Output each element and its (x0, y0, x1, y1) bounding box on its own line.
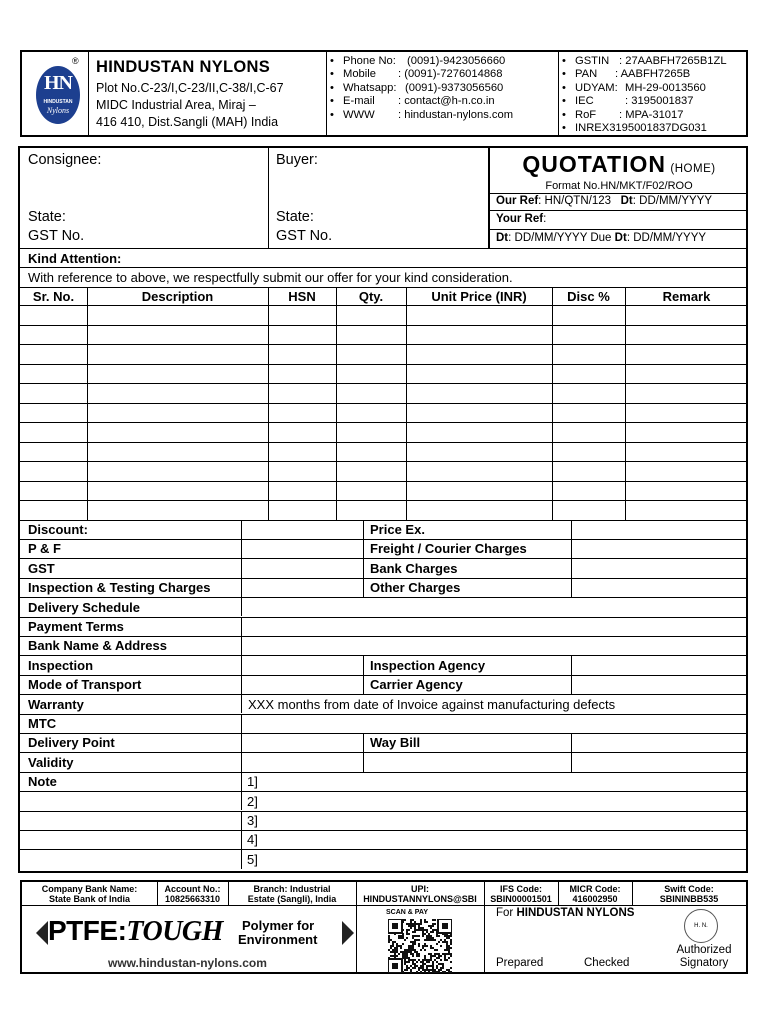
term-label-discount: Discount: (28, 522, 88, 537)
registered-mark: ® (72, 56, 79, 66)
note-line-5: 5] (247, 851, 258, 867)
authorized-signatory: Authorized Signatory (676, 944, 732, 969)
due-dates: Dt: DD/MM/YYYY Due Dt: DD/MM/YYYY (496, 232, 707, 244)
term-label-p-f: P & F (28, 541, 61, 557)
table-row (20, 520, 748, 521)
website-link[interactable]: www.hindustan-nylons.com (108, 956, 267, 970)
term-label-inspection-agency: Inspection Agency (370, 657, 486, 673)
for-company: For HINDUSTAN NYLONS (496, 907, 635, 919)
term-label-other-charges: Other Charges (370, 580, 461, 596)
note-line-3: 3] (247, 813, 258, 828)
logo-sub: HINDUSTAN (43, 99, 73, 105)
consignee-state-label: State: (28, 209, 66, 225)
company-address-3: 416 410, Dist.Sangli (MAH) India (96, 115, 279, 129)
our-ref: Our Ref: HN/QTN/123 Dt: DD/MM/YYYY (496, 195, 712, 207)
contact-website: • WWW : hindustan-nylons.com (328, 109, 513, 122)
buyer-state-label: State: (276, 209, 314, 225)
reg-inrex: • INREX3195001837DG031 (560, 122, 727, 135)
bank-field-ifs-code: IFS Code: SBIN00001501 (490, 884, 552, 904)
bank-field-branch-industrial: Branch: Industrial Estate (Sangli), India (247, 884, 337, 904)
term-label-freight: Freight / Courier Charges (370, 541, 527, 557)
column-header-disc: Disc % (567, 289, 610, 304)
company-logo (36, 66, 80, 124)
table-row (20, 481, 748, 482)
consignee-gst-label: GST No. (28, 228, 85, 244)
format-number: Format No.HN/MKT/F02/ROO (545, 180, 693, 192)
term-label-mode-of-transport: Mode of Transport (28, 677, 142, 693)
reg-gstin: • GSTIN : 27AABFH7265B1ZL (560, 55, 727, 68)
buyer-label: Buyer: (276, 152, 318, 168)
quotation-subtitle: (HOME) (670, 163, 716, 175)
term-label-validity: Validity (28, 754, 74, 770)
bank-field-upi: UPI: HINDUSTANNYLONS@SBI (363, 884, 477, 904)
quotation-form (18, 146, 748, 873)
footer-block (20, 880, 748, 974)
term-label-way-bill: Way Bill (370, 735, 421, 751)
warranty-text: XXX months from date of Invoice against manufacturing defects (248, 696, 616, 712)
polymer-environment-text: Polymer for Environment (238, 918, 318, 947)
term-label-bank-charges: Bank Charges (370, 560, 458, 576)
column-header-description: Description (141, 289, 214, 304)
reg-pan: • PAN : AABFH7265B (560, 68, 727, 81)
table-row (20, 344, 748, 345)
intro-text: With reference to above, we respectfully submit our offer for your kind consideration. (28, 270, 513, 285)
contact-phone: • Phone No: (0091)-9423056660 (328, 55, 513, 68)
contact-whatsapp: • Whatsapp: (0091)-9373056560 (328, 82, 513, 95)
contact-list (328, 55, 513, 122)
contact-mobile: • Mobile : (0091)-7276014868 (328, 68, 513, 81)
note-line-1: 1] (247, 774, 258, 790)
logo-text: HN (44, 72, 72, 94)
note-line-4: 4] (247, 832, 258, 848)
column-header-sr-no: Sr. No. (32, 289, 75, 304)
term-label-warranty: Warranty (28, 696, 84, 712)
checked-label: Checked (584, 957, 630, 969)
table-row (20, 383, 748, 384)
company-header (20, 50, 748, 137)
table-row (20, 364, 748, 365)
bank-field-company-bank-name: Company Bank Name: State Bank of India (41, 884, 138, 904)
table-row (20, 500, 748, 501)
upi-qr-code[interactable] (388, 919, 452, 973)
table-row (20, 422, 748, 423)
term-label-inspection: Inspection (28, 657, 94, 673)
term-label-note: Note (28, 774, 57, 790)
table-row (20, 461, 748, 462)
reg-udyam: • UDYAM: MH-29-0013560 (560, 82, 727, 95)
term-label-price-ex: Price Ex. (370, 522, 425, 537)
term-label-bank-name-address: Bank Name & Address (28, 638, 167, 654)
column-header-remark: Remark (662, 289, 711, 304)
column-header-unit-price-inr: Unit Price (INR) (431, 289, 527, 304)
table-row (20, 442, 748, 443)
column-header-qty: Qty. (358, 289, 384, 304)
term-label-inspection-testing-charges: Inspection & Testing Charges (28, 580, 211, 596)
registration-list (560, 55, 727, 135)
kind-attention-label: Kind Attention: (28, 251, 122, 266)
term-label-carrier-agency: Carrier Agency (370, 677, 463, 693)
quotation-title-block (492, 151, 746, 178)
contact-email: • E-mail : contact@h-n.co.in (328, 95, 513, 108)
company-name: HINDUSTAN NYLONS (96, 58, 271, 76)
term-label-gst: GST (28, 560, 55, 576)
scan-pay-label: SCAN & PAY (386, 909, 429, 916)
logo-script: Nylons (46, 106, 70, 115)
ptfe-text: PTFE:TOUGH (48, 915, 223, 947)
company-address-1: Plot No.C-23/I,C-23/II,C-38/I,C-67 (96, 81, 284, 95)
company-stamp: H. N. (684, 909, 718, 943)
term-label-payment-terms: Payment Terms (28, 619, 124, 634)
consignee-label: Consignee: (28, 152, 102, 168)
buyer-gst-label: GST No. (276, 228, 333, 244)
term-label-mtc: MTC (28, 716, 57, 731)
reg-rof: • RoF : MPA-31017 (560, 109, 727, 122)
bank-field-swift-code: Swift Code: SBININBB535 (659, 884, 719, 904)
bank-field-micr-code: MICR Code: 416002950 (569, 884, 621, 904)
term-label-delivery-schedule: Delivery Schedule (28, 599, 140, 615)
your-ref: Your Ref: (496, 213, 547, 225)
bank-field-account-no: Account No.: 10825663310 (164, 884, 221, 904)
reg-iec: • IEC : 3195001837 (560, 95, 727, 108)
prepared-label: Prepared (496, 957, 544, 969)
note-line-2: 2] (247, 793, 258, 809)
quotation-title: QUOTATION (522, 151, 666, 177)
table-row (20, 403, 748, 404)
table-row (20, 325, 748, 326)
ptfe-tough-logo (36, 917, 356, 949)
column-header-hsn: HSN (288, 289, 316, 304)
term-label-delivery-point: Delivery Point (28, 735, 115, 751)
company-address-2: MIDC Industrial Area, Miraj – (96, 98, 256, 112)
